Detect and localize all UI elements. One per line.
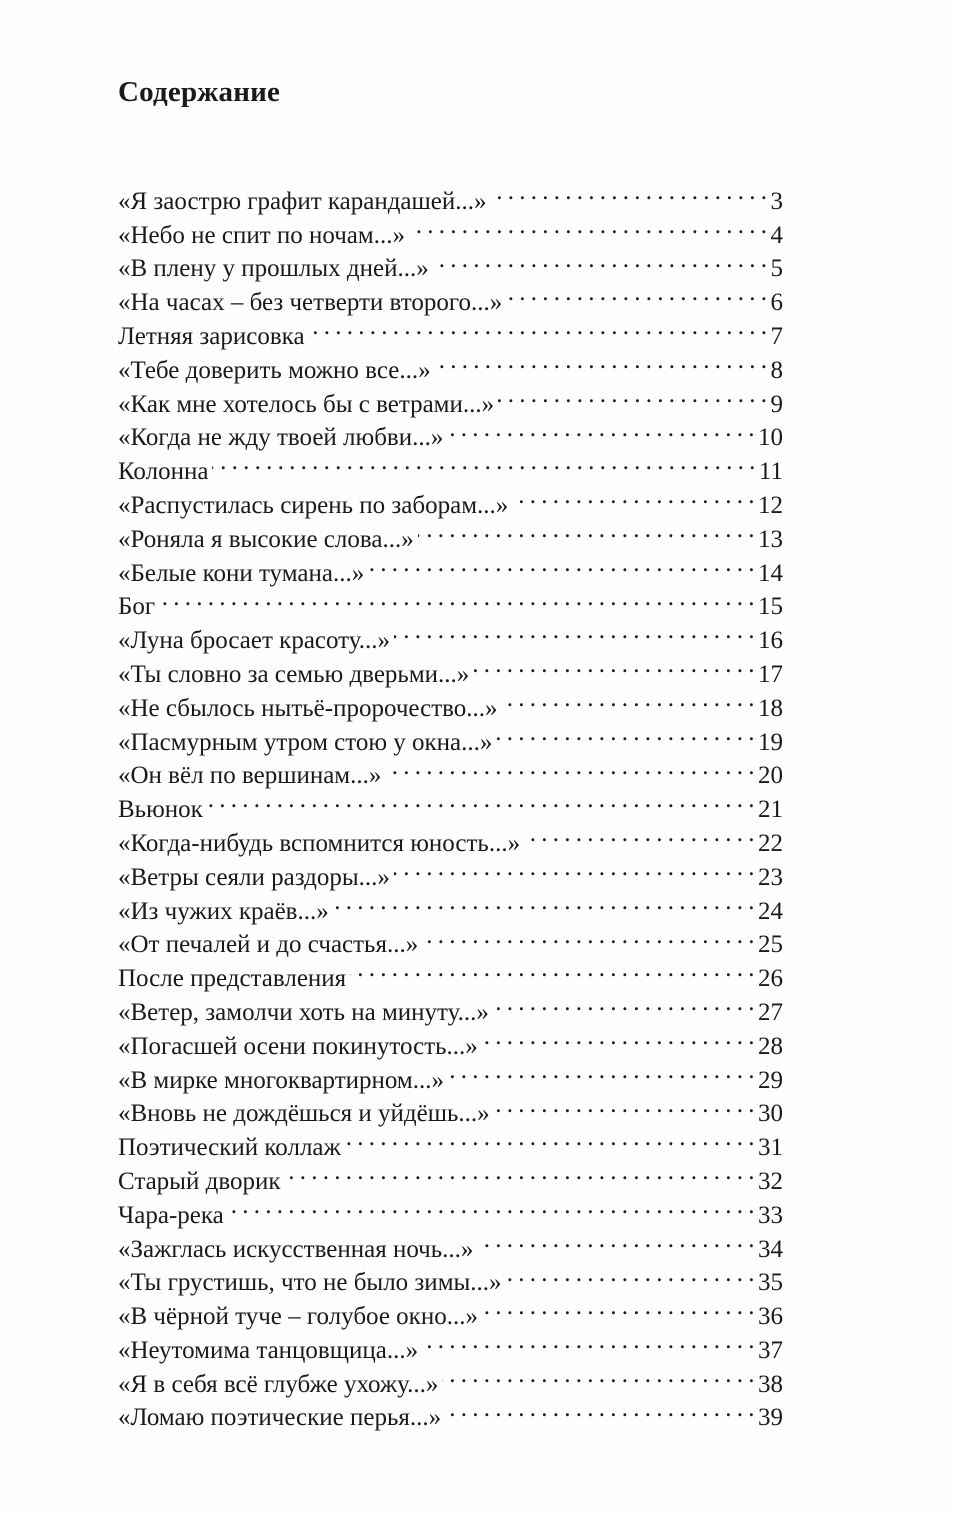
toc-entry-title: «На часах – без четверти второго...» (118, 289, 503, 317)
dot-leader (207, 783, 754, 817)
toc-entry-title: «В мирке многоквартирном...» (118, 1066, 444, 1094)
toc-entry-page-number: 31 (758, 1134, 783, 1162)
toc-entry-title: «Роняла я высокие слова...» (118, 525, 414, 553)
toc-entry-page-number: 30 (758, 1100, 783, 1128)
toc-entry (118, 175, 783, 215)
dot-leader (496, 716, 754, 750)
toc-entry-page-number: 24 (758, 897, 783, 925)
toc-entry-title: «Ветры сеяли раздоры...» (118, 863, 390, 891)
toc-entry-page-number: 17 (758, 660, 783, 688)
toc-entry-title: «Распустилась сирень по заборам...» (118, 491, 509, 519)
dot-leader (368, 547, 754, 581)
dot-leader (228, 1189, 754, 1223)
toc-entry-page-number: 9 (770, 390, 783, 418)
dot-leader (333, 885, 754, 919)
toc-entry-page-number: 11 (758, 458, 783, 486)
dot-leader (448, 1054, 754, 1088)
dot-leader (491, 175, 767, 209)
dot-leader (418, 513, 754, 547)
toc-entry-page-number: 14 (758, 559, 783, 587)
toc-entry-page-number: 16 (758, 627, 783, 655)
dot-leader (422, 1324, 754, 1358)
toc-entry-title: «Погасшей осени покинутость...» (118, 1032, 478, 1060)
toc-entry-page-number: 21 (758, 796, 783, 824)
dot-leader (350, 952, 754, 986)
toc-entry-page-number: 4 (770, 221, 783, 249)
dot-leader (345, 1121, 754, 1155)
toc-entry-title: «Когда не жду твоей любви...» (118, 424, 444, 452)
dot-leader (394, 851, 754, 885)
toc-entry-title: «Неутомима танцовщица...» (118, 1336, 419, 1364)
toc-entry-page-number: 20 (758, 762, 783, 790)
toc-entry-page-number: 35 (758, 1269, 783, 1297)
dot-leader (409, 209, 767, 243)
toc-entry-title: «Небо не спит по ночам...» (118, 221, 405, 249)
toc-entry (118, 783, 783, 824)
toc-entry-page-number: 10 (758, 424, 783, 452)
toc-entry-title: «От печалей и до счастья...» (118, 931, 419, 959)
dot-leader (498, 378, 766, 412)
toc-entry-page-number: 5 (770, 255, 783, 283)
toc-entry-title: «Луна бросает красоту...» (118, 627, 391, 655)
toc-entry-title: «Зажглась искусственная ночь...» (118, 1235, 474, 1263)
page-title: Содержание (118, 76, 281, 108)
toc-entry-title: Вьюнок (118, 796, 203, 824)
toc-entry-title: «В чёрной туче – голубое окно...» (118, 1303, 478, 1331)
toc-entry (118, 581, 783, 621)
toc-entry (118, 479, 783, 519)
toc-entry-page-number: 6 (770, 289, 783, 317)
toc-entry-title: «Ты словно за семью дверьми...» (118, 660, 470, 688)
dot-leader (442, 1358, 754, 1392)
dot-leader (482, 1020, 754, 1054)
toc-entry-page-number: 3 (770, 187, 783, 215)
toc-entry-title: «Я заострю графит карандашей...» (118, 187, 487, 215)
toc-entry-title: После представления (118, 965, 347, 993)
toc-entry-page-number: 37 (758, 1336, 783, 1364)
toc-entry-title: «Не сбылось нытьё-пророчество...» (118, 694, 498, 722)
toc-entry-page-number: 15 (758, 593, 783, 621)
toc-entry-title: Поэтический коллаж (118, 1134, 341, 1162)
toc-entry-title: «Из чужих краёв...» (118, 897, 329, 925)
dot-leader (473, 648, 754, 682)
toc-entry-page-number: 28 (758, 1032, 783, 1060)
dot-leader (422, 919, 754, 953)
dot-leader (433, 243, 767, 277)
table-of-contents (118, 175, 783, 1432)
toc-entry-title: «Ты грустишь, что не было зимы...» (118, 1269, 502, 1297)
toc-entry-title: «Тебе доверить можно все...» (118, 356, 431, 384)
toc-entry-title: «Ветер, замолчи хоть на минуту...» (118, 998, 489, 1026)
dot-leader (435, 344, 767, 378)
dot-leader (394, 614, 754, 648)
toc-entry-page-number: 38 (758, 1370, 783, 1398)
dot-leader (482, 1290, 754, 1324)
toc-entry-page-number: 39 (758, 1404, 783, 1432)
dot-leader (502, 682, 754, 716)
toc-entry-title: «Вновь не дождёшься и уйдёшь...» (118, 1100, 490, 1128)
dot-leader (524, 817, 754, 851)
toc-entry-title: «Пасмурным утром стою у окна...» (118, 728, 493, 756)
toc-entry-page-number: 27 (758, 998, 783, 1026)
dot-leader (494, 1088, 754, 1122)
dot-leader (477, 1223, 754, 1257)
dot-leader (447, 412, 754, 446)
dot-leader (212, 445, 754, 479)
toc-entry-title: «Когда-нибудь вспомнится юность...» (118, 829, 521, 857)
toc-entry-page-number: 8 (770, 356, 783, 384)
toc-entry-title: «Я в себя всё глубже ухожу...» (118, 1370, 439, 1398)
toc-entry-page-number: 7 (770, 322, 783, 350)
dot-leader (512, 479, 754, 513)
toc-entry-page-number: 33 (758, 1201, 783, 1229)
dot-leader (284, 1155, 754, 1189)
toc-entry-page-number: 25 (758, 931, 783, 959)
toc-entry-page-number: 32 (758, 1167, 783, 1195)
toc-entry-title: Старый дворик (118, 1167, 281, 1195)
toc-entry (118, 817, 783, 857)
dot-leader (493, 986, 754, 1020)
toc-entry (118, 445, 783, 486)
toc-entry-title: Колонна (118, 458, 209, 486)
toc-entry-title: Летняя зарисовка (118, 322, 305, 350)
toc-entry-title: «Белые кони тумана...» (118, 559, 365, 587)
toc-entry-title: Бог (118, 593, 156, 621)
dot-leader (506, 1257, 754, 1291)
toc-entry-page-number: 18 (758, 694, 783, 722)
toc-entry-title: «Ломаю поэтические перья...» (118, 1404, 442, 1432)
toc-entry-page-number: 34 (758, 1235, 783, 1263)
dot-leader (309, 310, 767, 344)
toc-entry-title: «В плену у прошлых дней...» (118, 255, 429, 283)
toc-entry-page-number: 26 (758, 965, 783, 993)
dot-leader (445, 1392, 754, 1426)
toc-entry-page-number: 22 (758, 829, 783, 857)
toc-entry-page-number: 13 (758, 525, 783, 553)
toc-entry-page-number: 12 (758, 491, 783, 519)
dot-leader (506, 276, 766, 310)
toc-entry-page-number: 29 (758, 1066, 783, 1094)
dot-leader (159, 581, 754, 615)
toc-entry-page-number: 19 (758, 728, 783, 756)
toc-entry-title: «Как мне хотелось бы с ветрами...» (118, 390, 495, 418)
toc-entry-title: Чара-река (118, 1201, 224, 1229)
toc-entry (118, 614, 783, 655)
dot-leader (385, 750, 754, 784)
toc-entry-page-number: 36 (758, 1303, 783, 1331)
toc-entry-title: «Он вёл по вершинам...» (118, 762, 382, 790)
toc-entry-page-number: 23 (758, 863, 783, 891)
